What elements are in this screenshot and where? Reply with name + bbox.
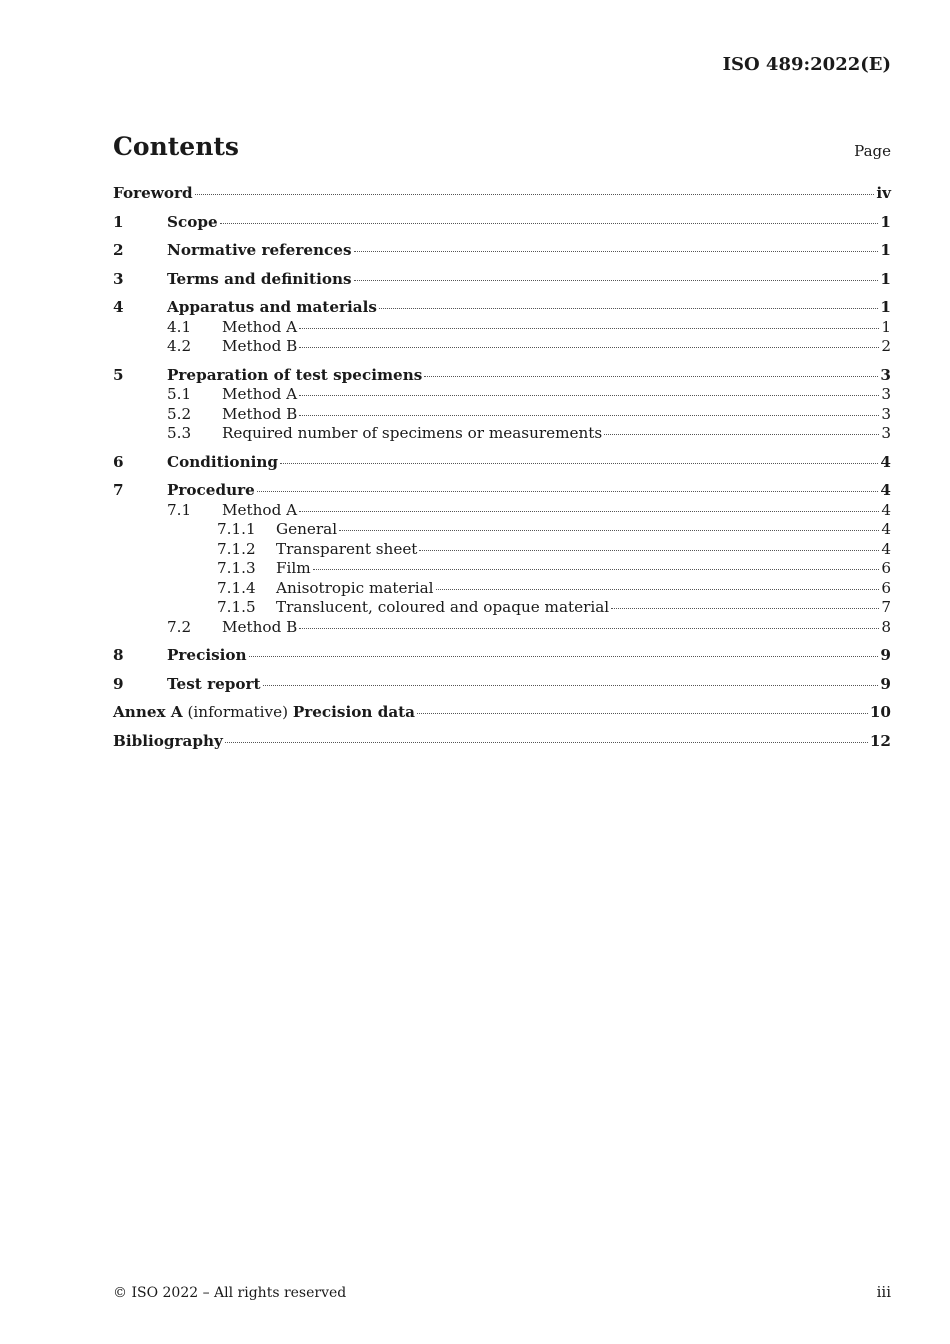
toc-entry-number: 5.2 xyxy=(167,404,192,423)
toc-entry-page: 8 xyxy=(881,617,891,636)
toc-entry-page: 4 xyxy=(881,539,891,558)
toc-entry-title-tail: Precision data xyxy=(292,703,416,721)
dot-leader xyxy=(299,628,879,629)
toc-entry-title: Transparent sheet xyxy=(276,539,418,558)
toc-entry[interactable] xyxy=(113,675,891,695)
toc-entry[interactable] xyxy=(113,270,891,290)
toc-entry-page: 3 xyxy=(881,424,891,442)
toc-entry-number: 5 xyxy=(113,365,124,384)
toc-entry-title: Scope xyxy=(167,212,218,231)
dot-leader xyxy=(280,463,878,464)
toc-entry[interactable] xyxy=(113,559,891,579)
table-of-contents xyxy=(113,184,891,751)
dot-leader xyxy=(419,550,879,551)
page-number: iii xyxy=(876,1283,891,1301)
toc-entry-title: Translucent, coloured and opaque material xyxy=(276,598,610,616)
toc-entry-title: Required number of specimens or measurements xyxy=(222,424,603,442)
toc-entry[interactable] xyxy=(113,453,891,473)
toc-entry[interactable] xyxy=(113,646,891,666)
toc-entry-number: 3 xyxy=(113,269,124,288)
toc-entry-title: Preparation of test specimens xyxy=(167,365,423,384)
toc-entry-number: 7.1.2 xyxy=(217,539,256,558)
toc-entry-number: 4.1 xyxy=(167,317,192,336)
page-title: Contents xyxy=(113,132,240,161)
toc-entry-number: 5.3 xyxy=(167,424,192,442)
toc-entry[interactable] xyxy=(113,598,891,618)
dot-leader xyxy=(354,280,879,281)
toc-entry-title: Film xyxy=(276,559,311,577)
toc-entry-title: Apparatus and materials xyxy=(167,298,377,316)
toc-entry-title-label: Annex A xyxy=(113,703,183,721)
toc-entry-page: 9 xyxy=(880,674,891,693)
toc-entry[interactable] xyxy=(113,424,891,444)
dot-leader xyxy=(225,742,868,743)
toc-entry-number: 7 xyxy=(113,481,124,499)
dot-leader xyxy=(436,589,880,590)
toc-entry[interactable] xyxy=(113,501,891,521)
dot-leader xyxy=(313,569,880,570)
toc-entry[interactable] xyxy=(113,481,891,501)
dot-leader xyxy=(299,415,879,416)
dot-leader xyxy=(299,395,879,396)
toc-entry-title: Test report xyxy=(167,674,261,693)
toc-entry-title xyxy=(113,703,415,723)
dot-leader xyxy=(604,434,879,435)
toc-entry-title: Method A xyxy=(222,385,298,403)
toc-entry-title: Anisotropic material xyxy=(276,578,434,597)
toc-entry-number: 1 xyxy=(113,212,124,231)
toc-entry[interactable] xyxy=(113,366,891,386)
dot-leader xyxy=(249,656,879,657)
toc-entry[interactable] xyxy=(113,520,891,540)
toc-entry-title: General xyxy=(276,520,338,538)
toc-entry[interactable] xyxy=(113,318,891,338)
toc-entry[interactable] xyxy=(113,213,891,233)
toc-entry[interactable] xyxy=(113,298,891,318)
toc-entry-page: 4 xyxy=(881,520,891,538)
dot-leader xyxy=(339,530,879,531)
dot-leader xyxy=(299,511,879,512)
document-id: ISO 489:2022(E) xyxy=(722,54,891,75)
toc-entry-page: 1 xyxy=(881,317,891,336)
toc-entry-page: 1 xyxy=(880,241,891,259)
toc-entry-number: 5.1 xyxy=(167,385,192,403)
dot-leader xyxy=(379,308,879,309)
toc-entry-page: 2 xyxy=(881,337,891,355)
toc-entry-number: 8 xyxy=(113,646,124,664)
toc-entry-title: Method A xyxy=(222,500,298,519)
dot-leader xyxy=(417,713,868,714)
toc-entry[interactable] xyxy=(113,732,891,752)
toc-entry[interactable] xyxy=(113,618,891,638)
toc-entry[interactable] xyxy=(113,184,891,204)
toc-entry-page: 1 xyxy=(880,298,891,316)
toc-entry[interactable] xyxy=(113,241,891,261)
toc-entry-page: 6 xyxy=(881,578,891,597)
toc-entry-number: 9 xyxy=(113,674,124,693)
toc-entry-page: iv xyxy=(876,184,891,202)
toc-entry[interactable] xyxy=(113,405,891,425)
dot-leader xyxy=(424,376,878,377)
dot-leader xyxy=(220,223,879,224)
toc-entry-title: Method B xyxy=(222,337,298,355)
toc-entry-page: 3 xyxy=(881,385,891,403)
dot-leader xyxy=(299,347,879,348)
toc-entry-title: Normative references xyxy=(167,241,352,259)
toc-entry[interactable] xyxy=(113,540,891,560)
toc-entry-page: 1 xyxy=(880,212,891,231)
dot-leader xyxy=(299,328,879,329)
toc-entry-title: Method B xyxy=(222,617,298,636)
toc-entry-number: 7.1.3 xyxy=(217,559,256,577)
toc-entry[interactable] xyxy=(113,337,891,357)
toc-entry[interactable] xyxy=(113,385,891,405)
toc-entry-page: 3 xyxy=(881,404,891,423)
toc-entry-page: 4 xyxy=(880,481,891,499)
copyright-notice: © ISO 2022 – All rights reserved xyxy=(113,1285,347,1301)
toc-entry-title-qualifier: (informative) xyxy=(182,703,293,721)
toc-entry-title: Bibliography xyxy=(113,731,223,750)
toc-entry-title: Foreword xyxy=(113,184,193,202)
toc-entry-title: Procedure xyxy=(167,481,255,499)
toc-entry-number: 2 xyxy=(113,241,124,259)
toc-entry-title: Precision xyxy=(167,646,247,664)
toc-entry[interactable] xyxy=(113,579,891,599)
toc-entry-page: 7 xyxy=(881,598,891,616)
dot-leader xyxy=(257,491,879,492)
toc-entry-page: 10 xyxy=(869,703,891,721)
dot-leader xyxy=(611,608,879,609)
toc-entry-title: Method A xyxy=(222,317,298,336)
toc-entry-title: Method B xyxy=(222,404,298,423)
toc-entry-number: 4.2 xyxy=(167,337,192,355)
dot-leader xyxy=(354,251,879,252)
page-column-label: Page xyxy=(854,142,891,160)
toc-entry-title: Conditioning xyxy=(167,452,279,471)
toc-entry-page: 6 xyxy=(881,559,891,577)
toc-entry-number: 7.1.5 xyxy=(217,598,256,616)
toc-entry-page: 1 xyxy=(880,269,891,288)
toc-entry-page: 3 xyxy=(880,365,891,384)
toc-entry[interactable] xyxy=(113,703,891,723)
toc-entry-number: 7.1 xyxy=(167,500,192,519)
dot-leader xyxy=(263,685,879,686)
toc-entry-page: 4 xyxy=(880,452,891,471)
toc-entry-title: Terms and definitions xyxy=(167,269,352,288)
toc-entry-number: 4 xyxy=(113,298,124,316)
toc-entry-page: 9 xyxy=(880,646,891,664)
toc-entry-page: 4 xyxy=(881,500,891,519)
toc-entry-number: 7.1.4 xyxy=(217,578,256,597)
toc-entry-number: 7.2 xyxy=(167,617,192,636)
dot-leader xyxy=(195,194,875,195)
toc-entry-page: 12 xyxy=(869,731,891,750)
toc-entry-number: 6 xyxy=(113,452,124,471)
toc-entry-number: 7.1.1 xyxy=(217,520,256,538)
